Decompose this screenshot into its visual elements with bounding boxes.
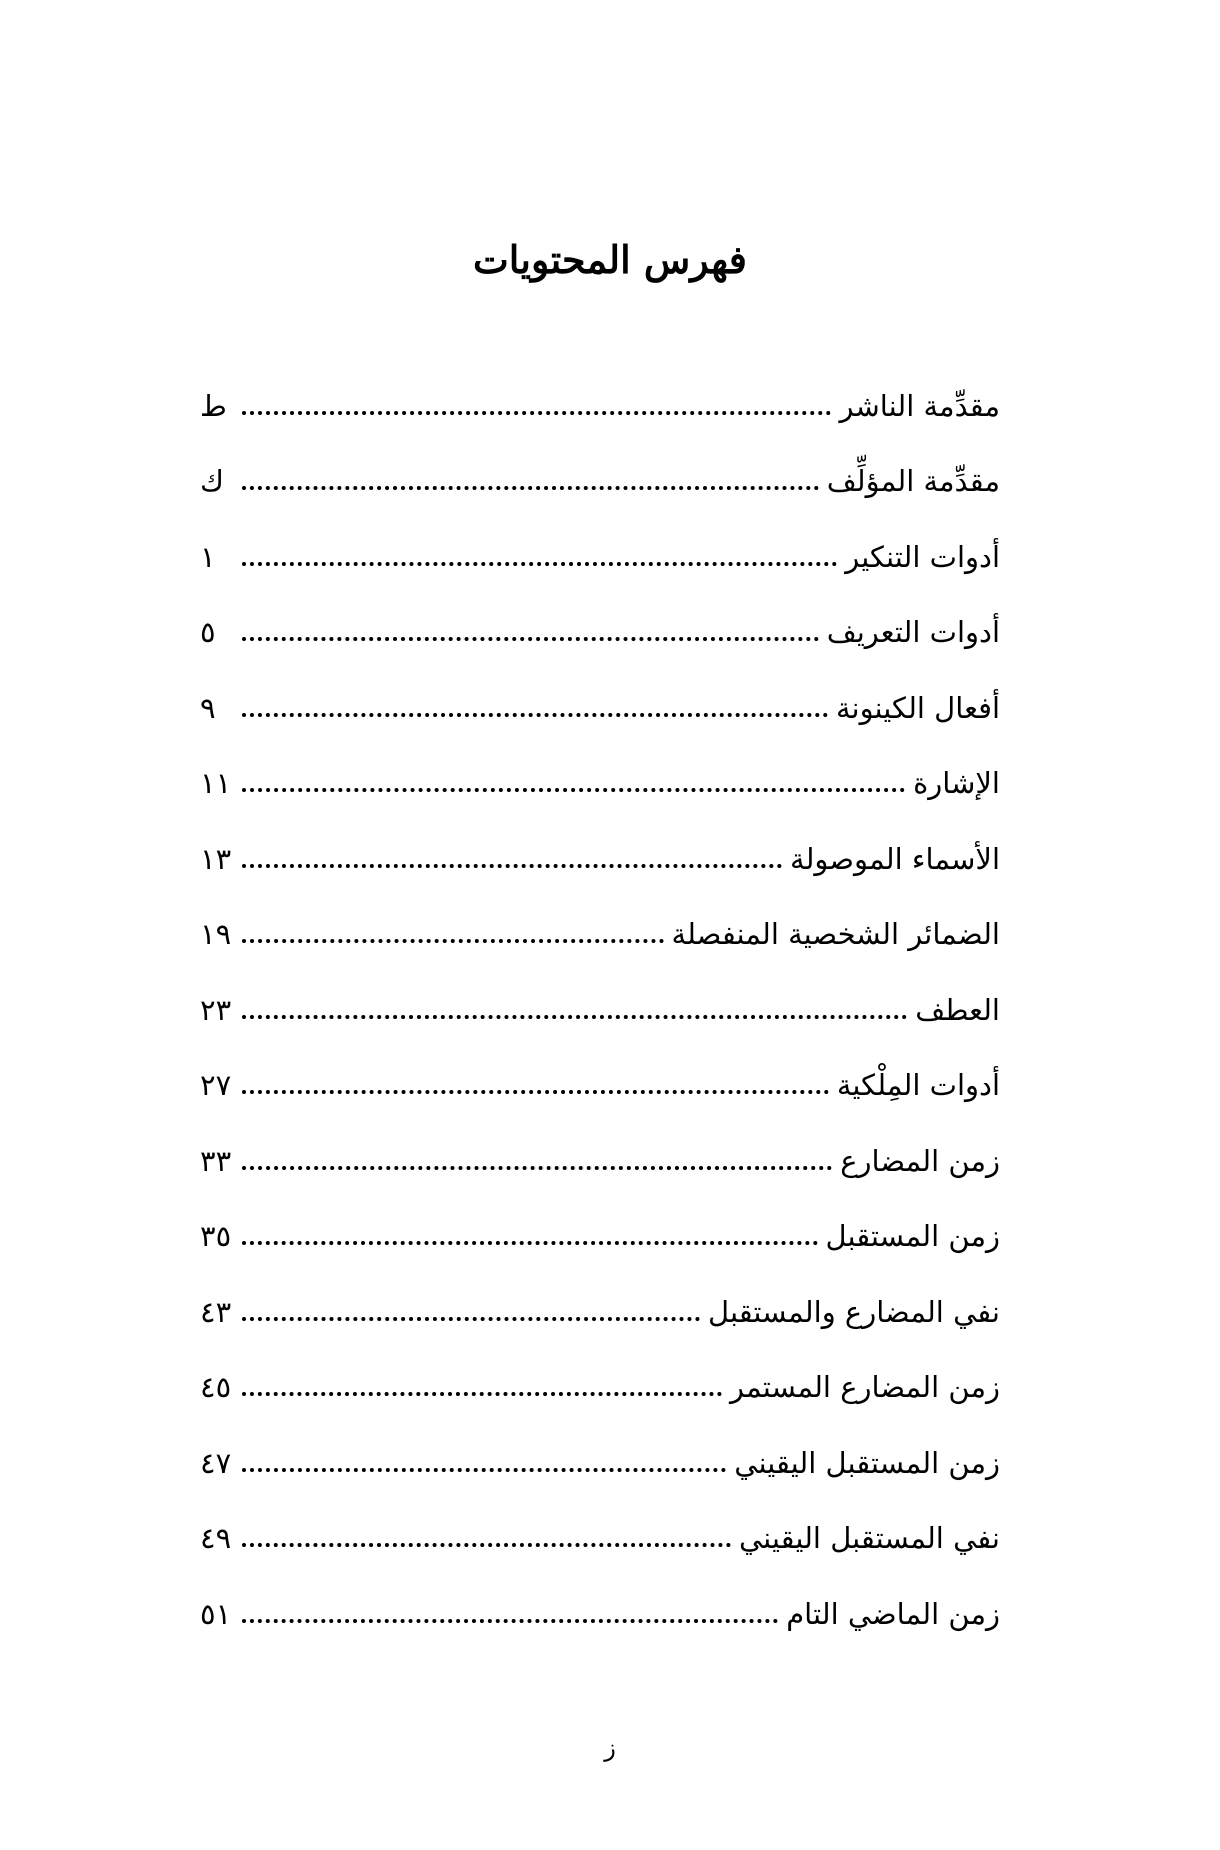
toc-entry	[200, 1274, 1000, 1350]
toc-entry-page: ١١	[200, 766, 232, 801]
toc-entry-label: مقدِّمة المؤلِّف	[826, 464, 1000, 499]
toc-entry-page: ٥	[200, 615, 216, 650]
toc-entry-page: ٣٥	[200, 1219, 232, 1254]
toc-entry	[200, 1425, 1000, 1501]
toc-entry	[200, 1576, 1000, 1652]
dot-leader	[242, 713, 828, 717]
dot-leader	[242, 1015, 907, 1019]
toc-entry	[200, 595, 1000, 671]
toc-entry-page: ٢٣	[200, 992, 232, 1027]
dot-leader	[242, 864, 782, 868]
toc-entry-label: زمن الماضي التام	[786, 1596, 1000, 1631]
toc-entry-label: الضمائر الشخصية المنفصلة	[671, 917, 1000, 952]
toc-entry	[200, 368, 1000, 444]
toc-entry-label: العطف	[915, 992, 1000, 1027]
dot-leader	[242, 788, 905, 792]
dot-leader	[242, 939, 664, 943]
dot-leader	[242, 1543, 731, 1547]
dot-leader	[242, 411, 831, 415]
dot-leader	[242, 1090, 829, 1094]
toc-entry-page: ك	[200, 464, 224, 499]
toc-entry	[200, 972, 1000, 1048]
toc-entry-page: ٣٣	[200, 1143, 232, 1178]
dot-leader	[242, 1166, 832, 1170]
toc-entry-label: نفي المستقبل اليقيني	[739, 1521, 1000, 1556]
toc-entry-page: ٤٣	[200, 1294, 232, 1329]
dot-leader	[242, 1317, 700, 1321]
toc-entry	[200, 1123, 1000, 1199]
dot-leader	[242, 637, 819, 641]
toc-entry-label: أدوات التنكير	[845, 539, 1000, 574]
dot-leader	[242, 486, 819, 490]
toc-entry	[200, 444, 1000, 520]
toc-entry-label: زمن المضارع	[840, 1143, 1000, 1178]
toc-entry-page: ١٩	[200, 917, 232, 952]
toc-entry-label: أفعال الكينونة	[835, 690, 1000, 725]
toc-entry-page: ٤٩	[200, 1521, 232, 1556]
toc-entry-label: نفي المضارع والمستقبل	[708, 1294, 1000, 1329]
toc-entry-page: ٢٧	[200, 1068, 232, 1103]
toc-entry-page: ١٣	[200, 841, 232, 876]
toc-entry	[200, 1350, 1000, 1426]
toc-entry	[200, 519, 1000, 595]
toc-entry	[200, 821, 1000, 897]
toc-entry-label: زمن المستقبل اليقيني	[734, 1445, 1000, 1480]
dot-leader	[242, 1241, 818, 1245]
toc-entry	[200, 1048, 1000, 1124]
toc-list	[200, 368, 1000, 1652]
toc-entry-label: مقدِّمة الناشر	[839, 388, 1000, 423]
toc-entry-page: ط	[200, 388, 227, 423]
dot-leader	[242, 1468, 726, 1472]
toc-entry	[200, 897, 1000, 973]
toc-entry	[200, 746, 1000, 822]
toc-entry-page: ٥١	[200, 1596, 232, 1631]
dot-leader	[242, 562, 837, 566]
page-title: فهرس المحتويات	[473, 237, 747, 282]
toc-entry-label: الأسماء الموصولة	[790, 841, 1000, 876]
toc-entry	[200, 670, 1000, 746]
toc-entry-page: ٤٥	[200, 1370, 232, 1405]
toc-entry-page: ١	[200, 539, 216, 574]
toc-entry-label: زمن المضارع المستمر	[729, 1370, 1000, 1405]
toc-entry-label: الإشارة	[913, 766, 1000, 801]
toc-entry-page: ٩	[200, 690, 216, 725]
toc-entry-label: زمن المستقبل	[825, 1219, 1000, 1254]
toc-entry-label: أدوات التعريف	[826, 615, 1000, 650]
page-number: ز	[604, 1734, 616, 1762]
toc-entry	[200, 1501, 1000, 1577]
dot-leader	[242, 1619, 778, 1623]
toc-entry	[200, 1199, 1000, 1275]
toc-entry-page: ٤٧	[200, 1445, 232, 1480]
dot-leader	[242, 1392, 722, 1396]
toc-entry-label: أدوات المِلْكية	[836, 1068, 1000, 1103]
